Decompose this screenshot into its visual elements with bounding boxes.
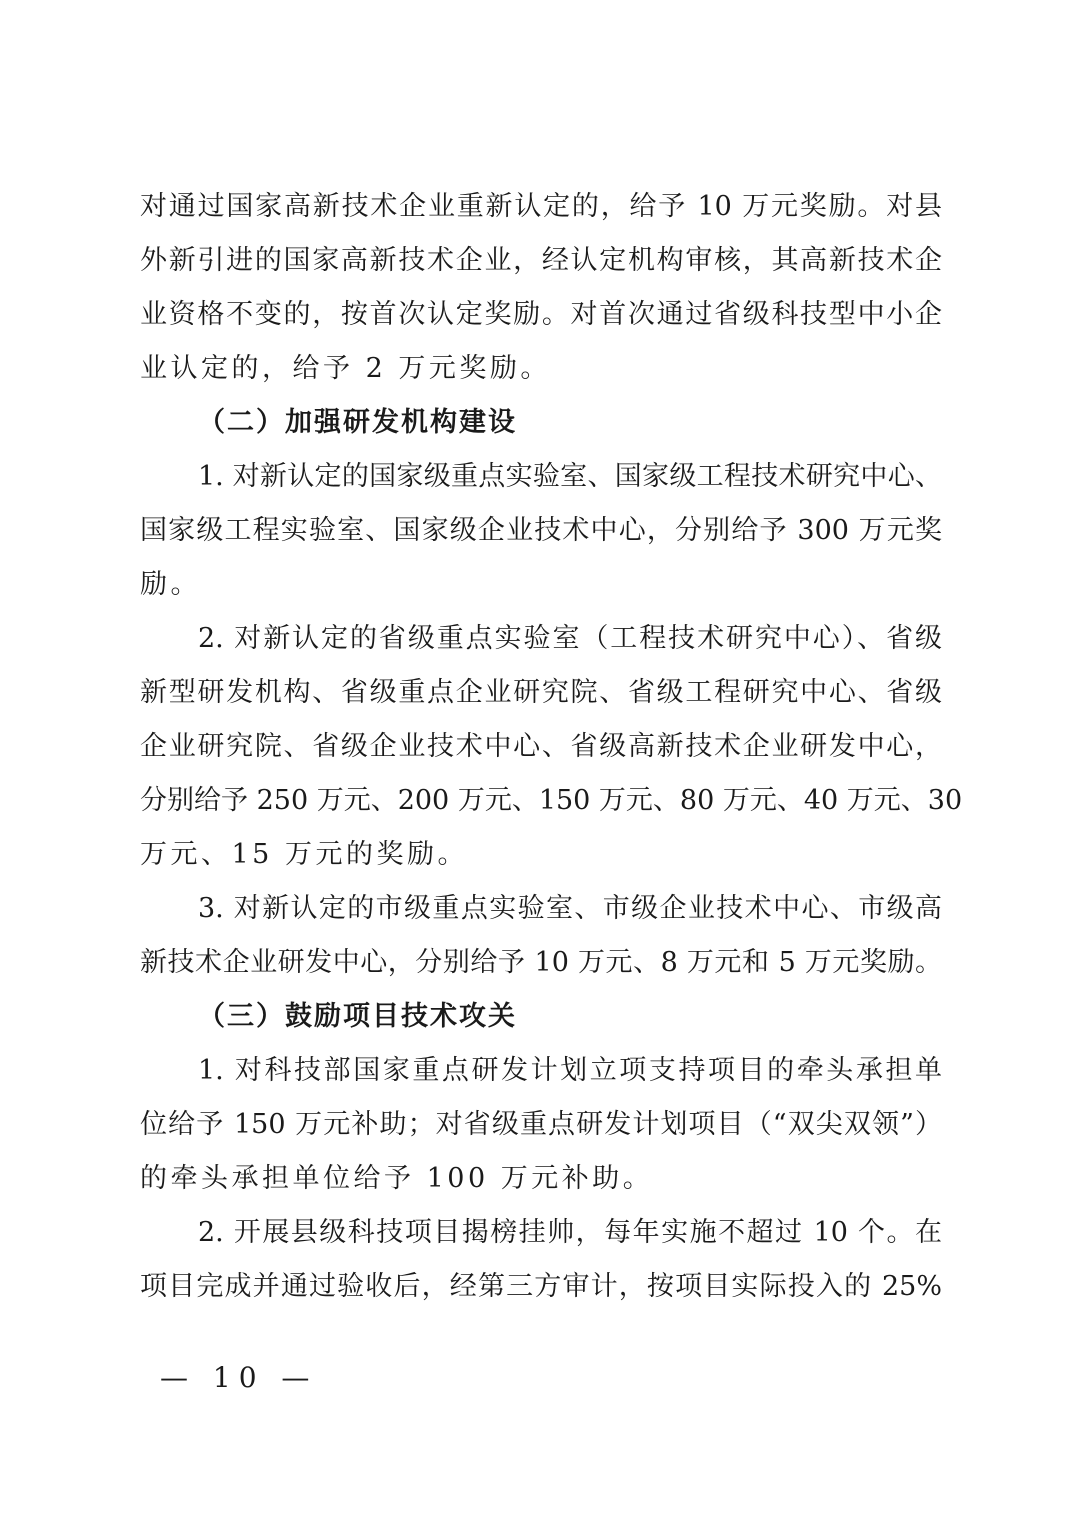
text-line: 励。 — [140, 569, 201, 600]
text-line: 分别给予 250 万元、200 万元、150 万元、80 万元、40 万元、30 — [140, 785, 963, 816]
text-line: 的牵头承担单位给予 100 万元补助。 — [140, 1163, 654, 1194]
text-line: 位给予 150 万元补助；对省级重点研发计划项目（“双尖双领”） — [140, 1109, 942, 1140]
document-body — [140, 180, 963, 1314]
text-line: 新型研发机构、省级重点企业研究院、省级工程研究中心、省级 — [140, 677, 942, 708]
text-line: 业资格不变的，按首次认定奖励。对首次通过省级科技型中小企 — [140, 299, 942, 330]
text-line: 国家级工程实验室、国家级企业技术中心，分别给予 300 万元奖 — [140, 515, 942, 546]
text-line: 1. 对科技部国家重点研发计划立项支持项目的牵头承担单 — [198, 1055, 942, 1086]
text-line: 项目完成并通过验收后，经第三方审计，按项目实际投入的 25% — [140, 1271, 942, 1302]
section-heading: （二）加强研发机构建设 — [198, 407, 517, 438]
page-number: — 10 — — [160, 1361, 318, 1394]
text-line: 对通过国家高新技术企业重新认定的，给予 10 万元奖励。对县 — [140, 191, 942, 222]
text-line: 3. 对新认定的市级重点实验室、市级企业技术中心、市级高 — [198, 893, 942, 924]
text-line: 业认定的，给予 2 万元奖励。 — [140, 353, 551, 384]
text-line: 外新引进的国家高新技术企业，经认定机构审核，其高新技术企 — [140, 245, 942, 276]
section-heading: （三）鼓励项目技术攻关 — [198, 1001, 517, 1032]
text-line: 2. 对新认定的省级重点实验室（工程技术研究中心）、省级 — [198, 623, 942, 654]
text-line: 1. 对新认定的国家级重点实验室、国家级工程技术研究中心、 — [198, 461, 942, 492]
text-line: 企业研究院、省级企业技术中心、省级高新技术企业研发中心， — [140, 731, 942, 762]
text-line: 2. 开展县级科技项目揭榜挂帅，每年实施不超过 10 个。在 — [198, 1217, 942, 1248]
text-line: 新技术企业研发中心，分别给予 10 万元、8 万元和 5 万元奖励。 — [140, 947, 942, 978]
text-line: 万元、15 万元的奖励。 — [140, 839, 468, 870]
